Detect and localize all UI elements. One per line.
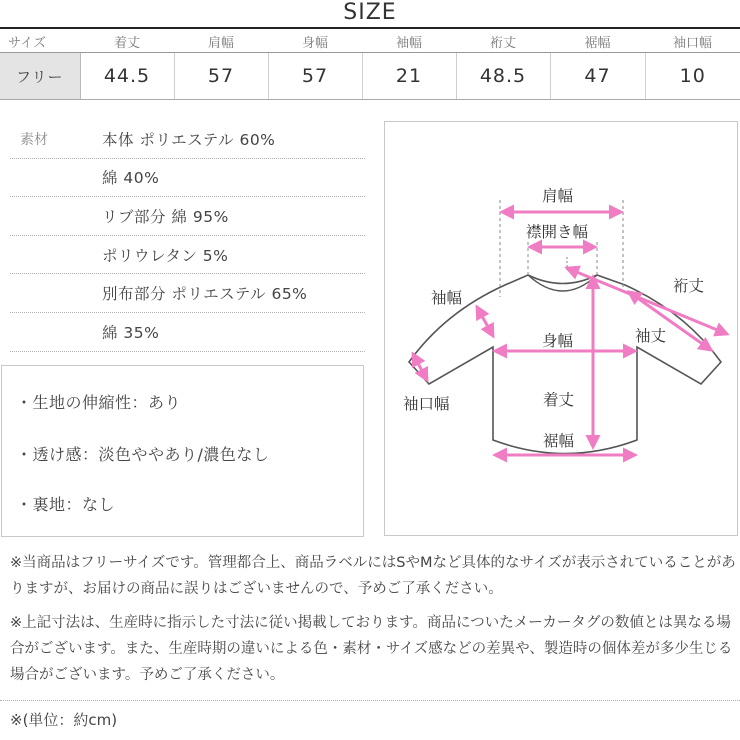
label-cuff: 袖口幅 [403,395,450,413]
label-length: 着丈 [543,391,575,409]
material-line: ポリウレタン 5% [102,246,229,265]
list-item [10,236,365,275]
materials-list [10,120,365,352]
value-yuki: 48.5 [456,53,550,100]
material-line: 別布部分 ポリエステル 65% [102,285,308,304]
header-cuff: 袖口幅 [645,30,740,53]
label-hem: 裾幅 [543,432,575,450]
row-size-label: フリー [0,53,80,100]
value-sleeve-width: 21 [362,53,456,100]
material-line: リブ部分 綿 95% [102,207,229,226]
measurement-diagram [384,121,738,536]
size-table-header [0,30,740,53]
note-free-size: ※当商品はフリーサイズです。管理都合上、商品ラベルにはSやMなど具体的なサイズが表示されていることがありますが、お届けの商品に誤りはございませんので、予めご了承ください。 [10,555,736,597]
divider [0,700,740,701]
note-measurements: ※上記寸法は、生産時に指示した寸法に従い掲載しております。商品についたメーカータグの数値とは異なる場合がございます。また、生産時期の違いによる色・素材・サイズ感などの差異や、製造時の個体差が多少生じる場合がございます。予めご了承ください。 [10,615,733,683]
label-sleeve-length: 袖丈 [635,327,667,345]
material-line: 綿 35% [102,323,160,342]
cuff-arrow [413,354,427,380]
material-line: 本体 ポリエステル 60% [102,130,276,149]
feature-lining: ・裏地：なし [16,495,116,514]
list-item [10,159,365,198]
table-row [0,53,740,100]
size-table [0,30,740,100]
header-length: 着丈 [80,30,174,53]
list-item [10,274,365,313]
label-shoulder: 肩幅 [542,187,574,205]
value-length: 44.5 [80,53,174,100]
value-shoulder: 57 [174,53,268,100]
header-body-width: 身幅 [268,30,362,53]
value-cuff: 10 [645,53,740,100]
header-hem: 裾幅 [550,30,645,53]
notes [10,550,738,696]
value-hem: 47 [550,53,645,100]
header-shoulder: 肩幅 [174,30,268,53]
title-divider [0,27,740,29]
label-neck: 襟開き幅 [526,223,589,241]
label-sleeve-width: 袖幅 [431,289,463,307]
list-item [10,120,365,159]
size-title: SIZE [343,0,397,25]
feature-sheerness: ・透け感：淡色ややあり/濃色なし [16,445,270,464]
label-body-width: 身幅 [542,332,574,350]
value-body-width: 57 [268,53,362,100]
header-sleeve-width: 袖幅 [362,30,456,53]
label-yuki: 裄丈 [673,277,705,295]
list-item [10,313,365,352]
material-line: 綿 40% [102,169,160,188]
header-yuki: 裄丈 [456,30,550,53]
feature-stretch: ・生地の伸縮性：あり [16,393,182,412]
unit-note: ※(単位：約cm) [10,711,118,729]
list-item [10,197,365,236]
materials-label: 素材 [20,131,48,148]
fabric-features-box [1,365,364,537]
header-size: サイズ [0,30,80,53]
sleeve-width-arrow [477,307,493,336]
